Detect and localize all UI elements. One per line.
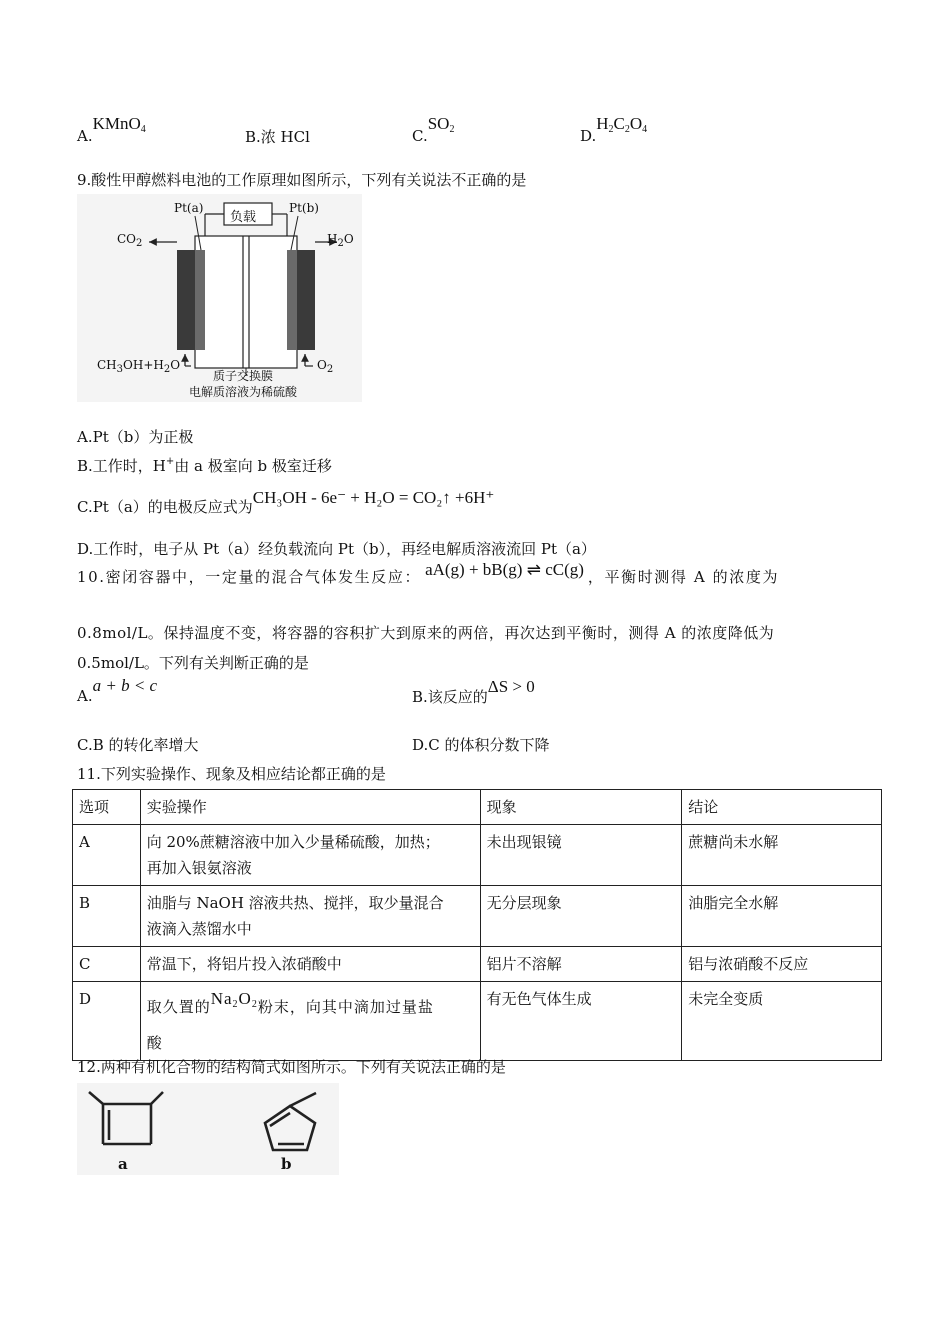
electrode-a [177, 250, 195, 350]
q10-option-b[interactable]: B.该反应的ΔS > 0 [412, 677, 535, 706]
q9-option-b[interactable]: B.工作时，H+由 a 极室向 b 极室迁移 [77, 456, 332, 475]
label-ch3oh-h2o: $CH_3OH+H_2O$ [97, 358, 181, 375]
q9-stem: 9.酸性甲醇燃料电池的工作原理如图所示，下列有关说法不正确的是 [77, 171, 527, 189]
q10-stem-line1: 10.密闭容器中，一定量的混合气体发生反应： aA(g) + bB(g) ⇌ cC(g) ，平衡时测得 A 的浓度为 [77, 560, 780, 586]
q12-stem: 12.两种有机化合物的结构简式如图所示。下列有关说法正确的是 [77, 1058, 506, 1076]
label-h2o: $H_2O$ [327, 232, 354, 249]
q10-stem-line3: 0.5mol/L。下列有关判断正确的是 [77, 654, 309, 672]
label-pt-b: Pt(b) [289, 201, 319, 215]
table-header-row [73, 790, 882, 825]
label-load: 负载 [230, 210, 257, 225]
q11-stem: 11.下列实验操作、现象及相应结论都正确的是 [77, 765, 386, 783]
header-phenomenon: 现象 [480, 790, 682, 825]
header-option: 选项 [73, 790, 141, 825]
structures-diagram [77, 1083, 339, 1175]
label-electrolyte: 电解质溶液为稀硫酸 [189, 385, 298, 399]
label-o2: $O_2$ [317, 358, 334, 375]
label-membrane: 质子交换膜 [213, 369, 274, 383]
electrode-b [297, 250, 315, 350]
q9-option-c[interactable]: C.Pt（a）的电极反应式为CH₃OH - 6e⁻ + H₂O = CO₂↑ +6H⁺ [77, 488, 495, 516]
structure-a [89, 1092, 163, 1144]
q8-option-b[interactable]: B.浓 HCl [245, 128, 310, 146]
table-row: C 常温下，将铝片投入浓硝酸中 铝片不溶解 铝与浓硝酸不反应 [73, 947, 882, 982]
q10-option-d[interactable]: D.C 的体积分数下降 [412, 736, 550, 754]
q9-option-a[interactable]: A.Pt（b）为正极 [77, 428, 194, 446]
q10-stem-line2: 0.8mol/L。保持温度不变，将容器的容积扩大到原来的两倍，再次达到平衡时，测得 A 的浓度降低为 [77, 624, 775, 642]
fuel-cell-figure [77, 194, 362, 402]
q11-table [72, 789, 882, 1061]
label-co2: $CO_2$ [117, 232, 143, 249]
label-a: a [118, 1155, 128, 1173]
q9-option-d[interactable]: D.工作时，电子从 Pt（a）经负载流向 Pt（b），再经电解质溶液流回 Pt（a） [77, 540, 596, 558]
q8-option-d[interactable]: $D.H_2C_2O_4$ [580, 114, 648, 145]
table-row: D 取久置的$Na_2O_2$粉末，向其中滴加过量盐 酸 有无色气体生成 未完全变质 [73, 982, 882, 1061]
q10-option-c[interactable]: C.B 的转化率增大 [77, 736, 199, 754]
label-pt-a: Pt(a) [174, 201, 204, 215]
structures-figure [77, 1083, 339, 1175]
q8-option-a[interactable]: A.KMnO$_4$ [77, 114, 146, 145]
structure-b [265, 1093, 316, 1150]
label-b: b [281, 1155, 292, 1173]
header-operation: 实验操作 [140, 790, 480, 825]
q10-option-a[interactable]: A.a + b < c [77, 676, 158, 705]
q8-option-c[interactable]: $C.SO_2$ [412, 114, 455, 145]
header-conclusion: 结论 [682, 790, 882, 825]
table-row: B 油脂与 NaOH 溶液共热、搅拌，取少量混合 液滴入蒸馏水中 无分层现象 油脂完全水解 [73, 886, 882, 947]
table-row: A 向 20%蔗糖溶液中加入少量稀硫酸，加热； 再加入银氨溶液 未出现银镜 蔗糖尚未水解 [73, 825, 882, 886]
